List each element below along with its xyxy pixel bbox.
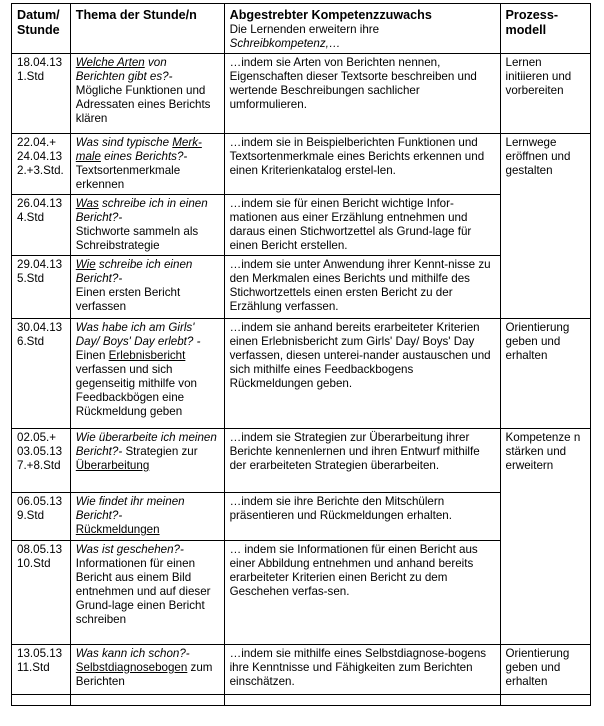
topic-text: Mögliche Funktionen und Adressaten eines Berichts klären (75, 84, 211, 125)
model-cell: Lernwege eröffnen und gestalten (500, 134, 590, 319)
table-row (12, 319, 591, 429)
table-bottom-row (12, 695, 591, 706)
hour: 9.Std (17, 509, 45, 522)
topic-cell (70, 195, 224, 256)
topic-cell (70, 493, 224, 541)
hour: 10.Std (17, 557, 51, 570)
date-cell (12, 493, 71, 541)
topic-cell (70, 541, 224, 645)
header-goal-sub2: Schreibkompetenz,… (229, 37, 341, 50)
topic-question-rest: eines Berichts?- (100, 150, 188, 163)
topic-text: zum Berichten (75, 661, 213, 688)
table-row (12, 429, 591, 493)
goal-cell: …indem sie mithilfe eines Selbstdiagnose-bogens ihre Kenntnisse und Fähigkeiten zum Berichten einschätzen. (224, 645, 500, 695)
hour: 1.Std (17, 70, 45, 83)
topic-question: Wie überarbeite ich meinen Bericht?- (75, 431, 217, 458)
header-goal-title: Abgestrebter Kompetenzzuwachs (229, 8, 432, 22)
model-cell: Kompetenze n stärken und erweitern (500, 429, 590, 645)
goal-cell: …indem sie in Beispielberichten Funktionen und Textsortenmerkmale eines Berichts erkennen und einen Kriterienkatalog erstel-len. (224, 134, 500, 195)
goal-cell: …indem sie Arten von Berichten nennen, Eigenschaften dieser Textsorte beschreiben und wertende Beschreibungen sachlicher umformulieren. (224, 54, 500, 134)
lesson-plan-table (11, 3, 591, 706)
date-cell (12, 645, 71, 695)
topic-text: Stichworte sammeln als Schreibstrategie (75, 225, 199, 252)
topic-text-underlined: Rückmeldungen (75, 523, 160, 536)
topic-text-underlined: Selbstdiagnosebogen (75, 661, 188, 674)
topic-question: Wie findet ihr meinen Bericht?- (75, 495, 185, 522)
header-model: Prozess-modell (500, 4, 590, 54)
topic-cell (70, 319, 224, 429)
topic-text: Einen (75, 349, 109, 362)
header-goal-sub1: Die Lernenden erweitern ihre (229, 23, 380, 36)
table-row (12, 54, 591, 134)
model-cell: Lernen initiieren und vorbereiten (500, 54, 590, 134)
topic-cell (70, 54, 224, 134)
hour: 7.+8.Std (17, 459, 61, 472)
topic-text: Informationen für einen Bericht aus einem Bild entnehmen und auf dieser Grund-lage einen Bericht schreiben (75, 557, 211, 626)
topic-question: von Berichten gibt es?- (75, 56, 173, 83)
topic-question: Was ist geschehen?- (75, 543, 184, 556)
goal-cell: …indem sie unter Anwendung ihrer Kennt-nisse zu den Merkmalen eines Berichts und mithilfe des Stichwortzettels einen ersten Bericht zu der Erzählung verfassen. (224, 256, 500, 319)
topic-question-underlined: Welche Arten (75, 56, 145, 69)
goal-cell: …indem sie ihre Berichte den Mitschülern präsentieren und Rückmeldungen erhalten. (224, 493, 500, 541)
header-date: Datum/ Stunde (12, 4, 71, 54)
topic-text: Strategien zur (125, 445, 198, 458)
date-cell (12, 319, 71, 429)
date-cell (12, 134, 71, 195)
date: 08.05.13 (17, 543, 63, 556)
date: 02.05.+ 03.05.13 (17, 431, 63, 458)
topic-question: schreibe ich in einen Bericht?- (75, 197, 208, 224)
header-row (12, 4, 591, 54)
header-topic: Thema der Stunde/n (70, 4, 224, 54)
model-cell: Orientierung geben und erhalten (500, 645, 590, 695)
date: 13.05.13 (17, 647, 63, 660)
topic-question-underlined: Wie (75, 258, 96, 271)
date-cell (12, 54, 71, 134)
topic-text-underlined: Erlebnisbericht (108, 349, 186, 362)
topic-cell (70, 645, 224, 695)
topic-question-underlined: Was (75, 197, 99, 210)
topic-cell (70, 134, 224, 195)
date-cell (12, 256, 71, 319)
topic-text-rest: verfassen und sich gegenseitig mithilfe von Feedbackbögen eine Rückmeldung geben (75, 363, 197, 418)
date-cell (12, 541, 71, 645)
date: 30.04.13 (17, 321, 63, 334)
date: 18.04.13 (17, 56, 63, 69)
table-row (12, 134, 591, 195)
date: 26.04.13 (17, 197, 63, 210)
goal-cell: …indem sie anhand bereits erarbeiteter Kriterien einen Erlebnisbericht zum Girls' Day/ Boys' Day verfassen, diesen unterei-nander austauschen und sich mithilfe eines Feedbackbogens Rückmeldungen geben. (224, 319, 500, 429)
topic-question: Was kann ich schon?- (75, 647, 190, 660)
goal-cell: …indem sie für einen Bericht wichtige Infor-mationen aus einer Erzählung entnehmen und daraus einen Stichwortzettel als Grund-lage für einen Bericht erstellen. (224, 195, 500, 256)
topic-text-underlined: Überarbeitung (75, 459, 150, 472)
date: 29.04.13 (17, 258, 63, 271)
topic-text: Textsortenmerkmale erkennen (75, 164, 181, 191)
table-row (12, 645, 591, 695)
topic-question: Was sind typische (75, 136, 173, 149)
topic-cell (70, 429, 224, 493)
hour: 2.+3.Std. (17, 164, 64, 177)
hour: 4.Std (17, 211, 45, 224)
date-cell (12, 429, 71, 493)
topic-question-underlined: Merk-male (75, 136, 202, 163)
header-goal (224, 4, 500, 54)
topic-text: Einen ersten Bericht verfassen (75, 286, 181, 313)
model-cell: Orientierung geben und erhalten (500, 319, 590, 429)
date-cell (12, 195, 71, 256)
date: 06.05.13 (17, 495, 63, 508)
topic-cell (70, 256, 224, 319)
topic-question: schreibe ich einen Bericht?- (75, 258, 193, 285)
hour: 6.Std (17, 335, 45, 348)
goal-cell: …indem sie Strategien zur Überarbeitung ihrer Berichte kennenlernen und ihren Entwurf mithilfe der erarbeiteten Strategien überarbeiten. (224, 429, 500, 493)
hour: 11.Std (17, 661, 50, 674)
hour: 5.Std (17, 272, 45, 285)
goal-cell: … indem sie Informationen für einen Bericht aus einer Abbildung entnehmen und anhand bereits erarbeiteter Kriterien einen Bericht zu dem Geschehen verfas-sen. (224, 541, 500, 645)
topic-question: Was habe ich am Girls' Day/ Boys' Day erlebt? - (75, 321, 201, 348)
date: 22.04.+ 24.04.13 (17, 136, 63, 163)
